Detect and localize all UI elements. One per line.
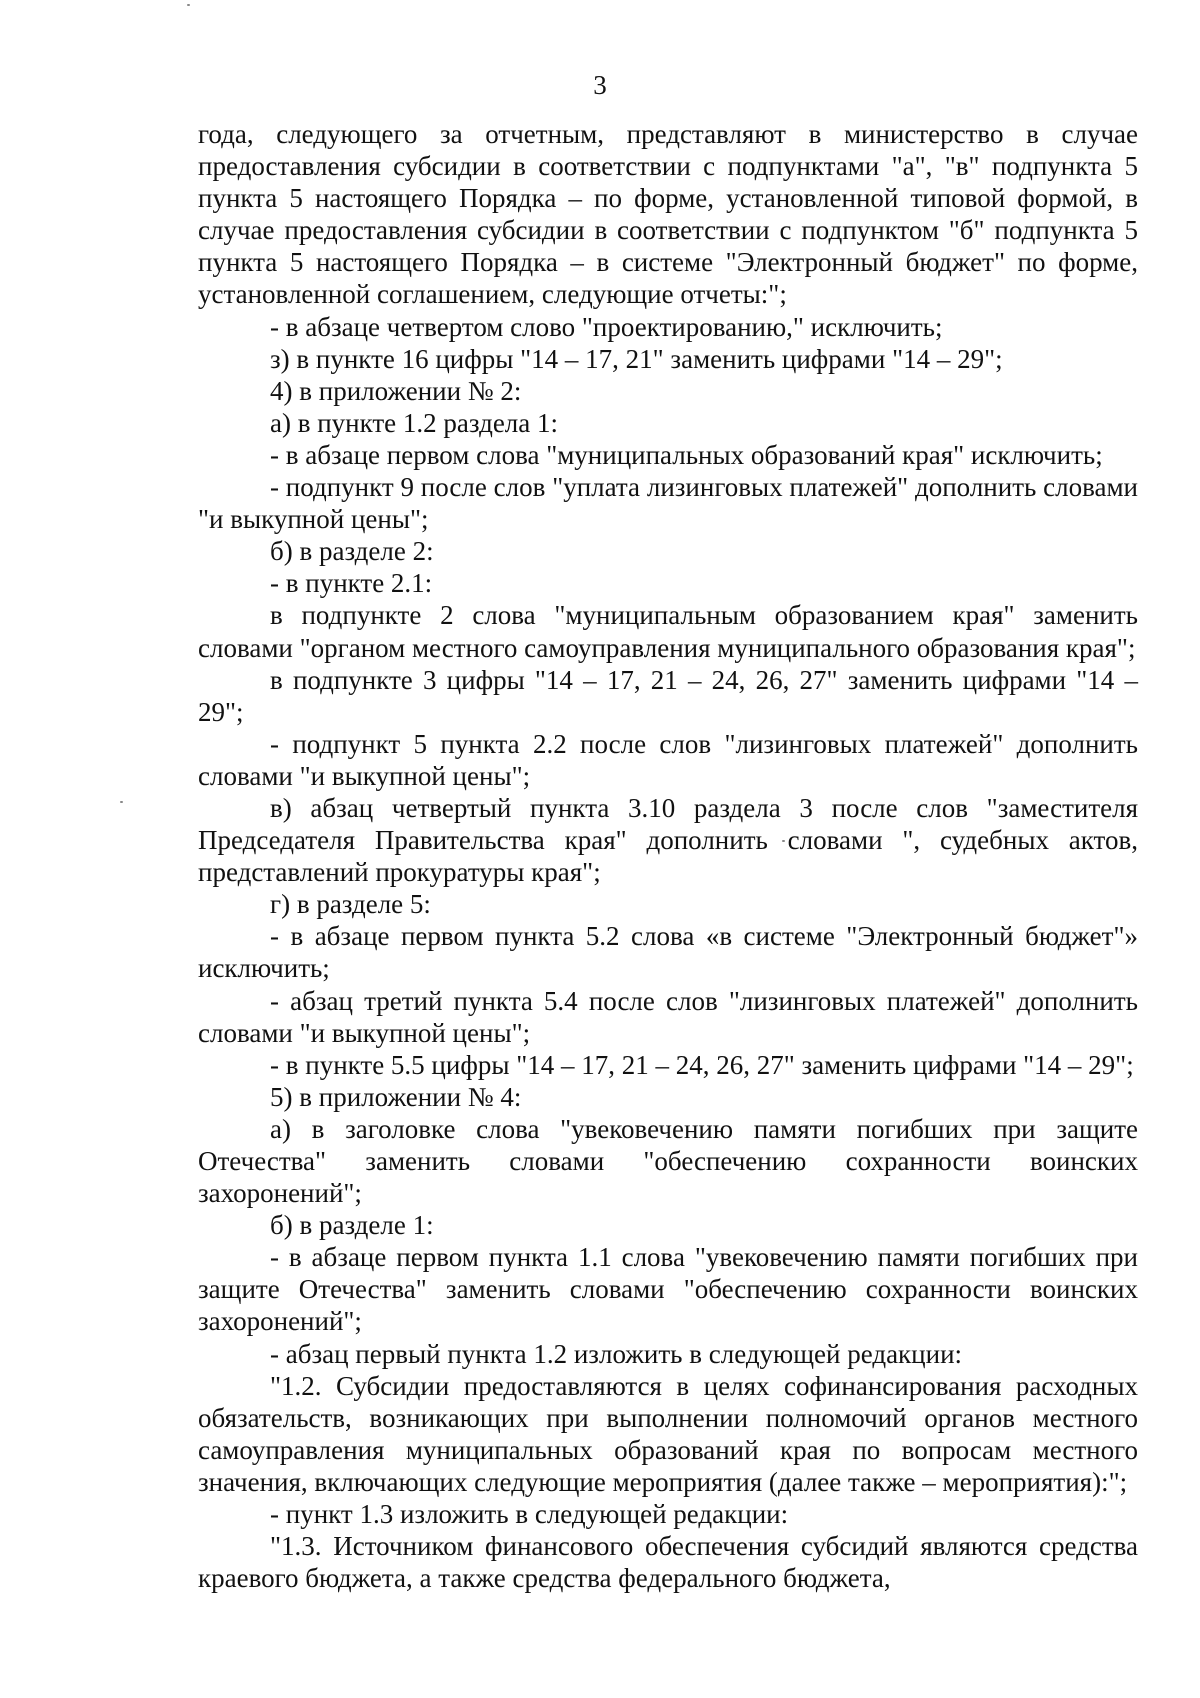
paragraph: - в абзаце первом слова "муниципальных образований края" исключить;: [270, 439, 1103, 470]
paragraph: - подпункт 9 после слов "уплата лизинговых платежей" дополнить словами "и выкупной цены";: [198, 472, 1138, 535]
paragraph: года, следующего за отчетным, представляют в министерство в случае предоставления субсидии в соответствии с подпунктами "а", "в" подпункта 5 пункта 5 настоящего Порядка – по форме, установленной типовой формой, в случае предоставления субсидии в соответствии с подпунктом "б" подпункта 5 пункта 5 настоящего Порядка – в системе "Электронный бюджет" по форме, установленной соглашением, следующие отчеты:";: [198, 119, 1138, 310]
paragraph: - абзац третий пункта 5.4 после слов "лизинговых платежей" дополнить словами "и выкупной цены";: [198, 985, 1138, 1048]
scan-speck: [120, 801, 123, 803]
paragraph: в подпункте 2 слова "муниципальным образованием края" заменить словами "органом местного самоуправления муниципального образования края";: [198, 600, 1138, 663]
scan-speck: [187, 4, 190, 6]
document-body: [198, 118, 1138, 1594]
paragraph: - в пункте 5.5 цифры "14 – 17, 21 – 24, 26, 27" заменить цифрами "14 – 29";: [270, 1049, 1134, 1080]
page-number: 3: [593, 70, 607, 100]
paragraph: б) в разделе 1:: [270, 1210, 434, 1241]
paragraph: а) в пункте 1.2 раздела 1:: [270, 407, 559, 438]
paragraph: - подпункт 5 пункта 2.2 после слов "лизинговых платежей" дополнить словами "и выкупной цены";: [198, 728, 1138, 791]
paragraph: - в абзаце четвертом слово "проектированию," исключить;: [270, 311, 943, 342]
paragraph: "1.2. Субсидии предоставляются в целях софинансирования расходных обязательств, возникающих при выполнении полномочий органов местного самоуправления муниципальных образований края по вопросам местного значения, включающих следующие мероприятия (далее также – мероприятия):";: [198, 1370, 1138, 1497]
paragraph: б) в разделе 2:: [270, 536, 434, 567]
paragraph: в подпункте 3 цифры "14 – 17, 21 – 24, 26, 27" заменить цифрами "14 – 29";: [198, 664, 1138, 727]
paragraph: "1.3. Источником финансового обеспечения субсидий являются средства краевого бюджета, а также средства федерального бюджета,: [198, 1531, 1138, 1594]
paragraph: - абзац первый пункта 1.2 изложить в следующей редакции:: [270, 1338, 963, 1369]
paragraph: а) в заголовке слова "увековечению памяти погибших при защите Отечества" заменить словами "обеспечению сохранности воинских захоронений";: [198, 1113, 1138, 1209]
paragraph: в) абзац четвертый пункта 3.10 раздела 3 после слов "заместителя Председателя Правительства края" дополнить словами ", судебных актов, представлений прокуратуры края";: [198, 792, 1138, 888]
paragraph: - пункт 1.3 изложить в следующей редакции:: [270, 1499, 789, 1530]
paragraph: 4) в приложении № 2:: [270, 375, 522, 406]
paragraph: з) в пункте 16 цифры "14 – 17, 21" заменить цифрами "14 – 29";: [270, 343, 1003, 374]
paragraph: 5) в приложении № 4:: [270, 1081, 522, 1112]
paragraph: г) в разделе 5:: [270, 889, 431, 920]
paragraph: - в пункте 2.1:: [270, 568, 433, 599]
paragraph: - в абзаце первом пункта 1.1 слова "увековечению памяти погибших при защите Отечества" заменить словами "обеспечению сохранности воинских захоронений";: [198, 1242, 1138, 1337]
paragraph: - в абзаце первом пункта 5.2 слова «в системе "Электронный бюджет"» исключить;: [198, 921, 1138, 984]
